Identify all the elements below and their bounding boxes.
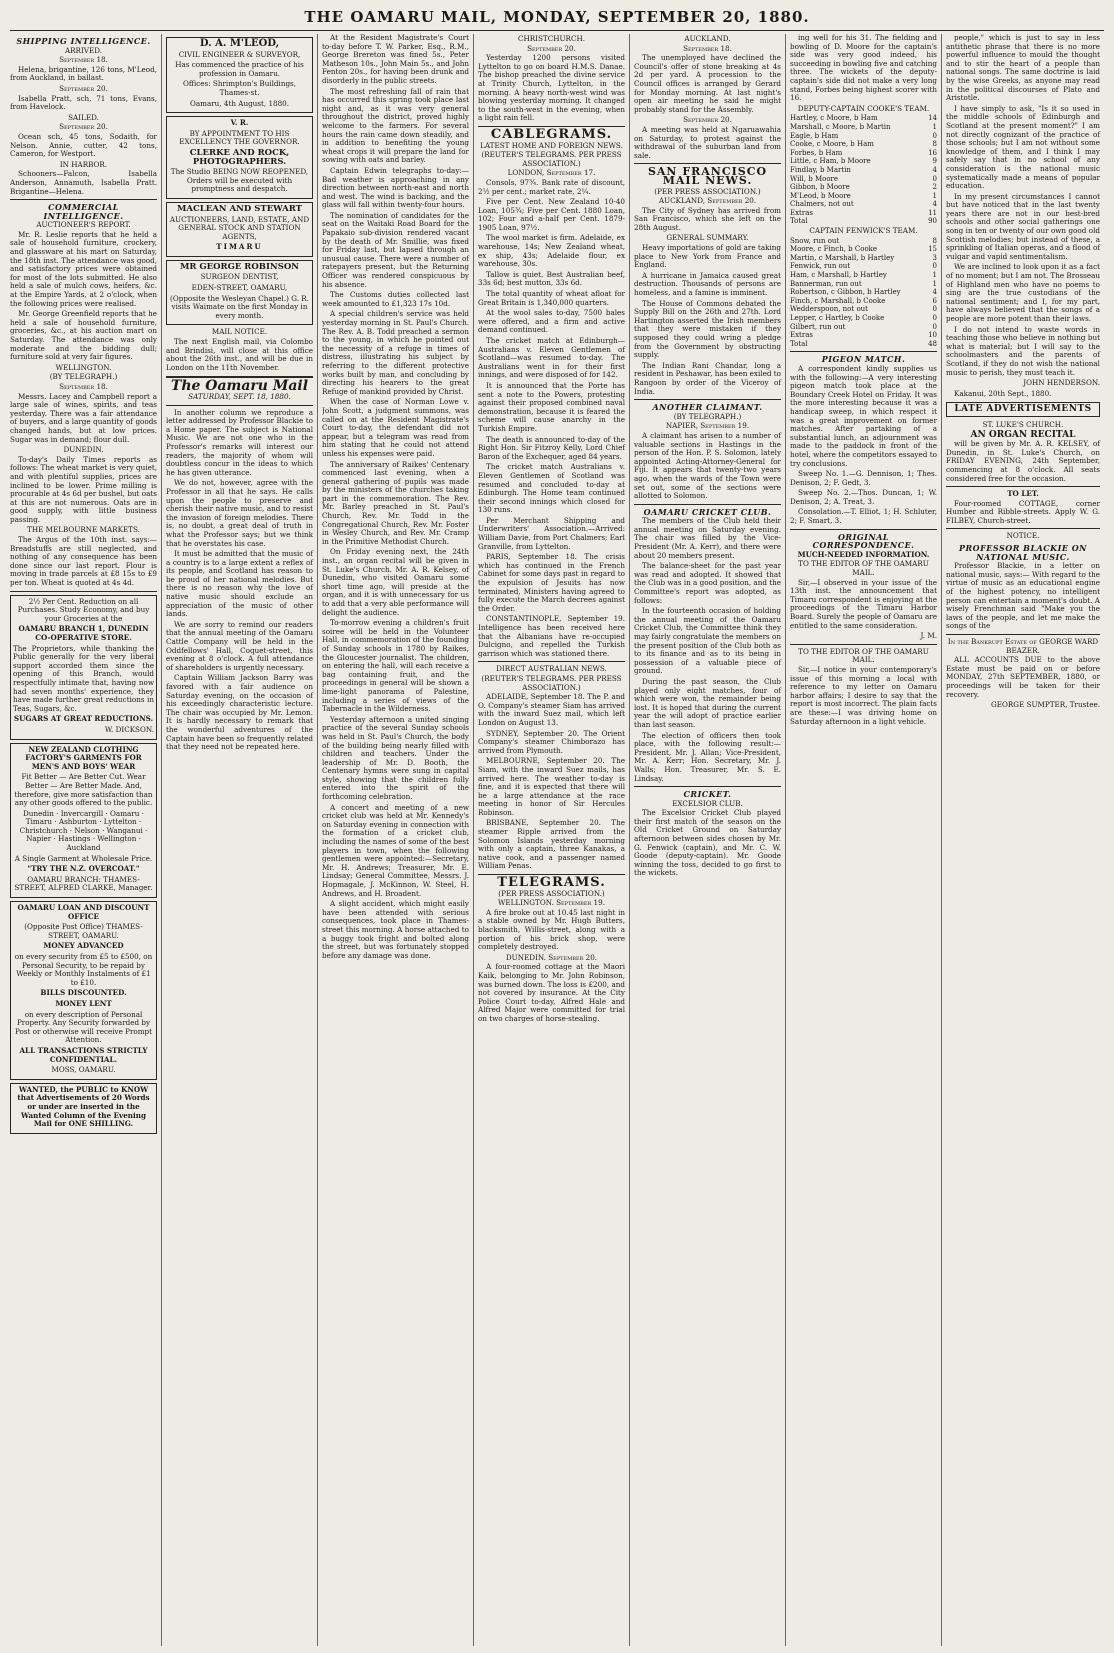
- late-ads-banner: LATE ADVERTISEMENTS: [946, 402, 1100, 417]
- runs-cell: 8: [932, 236, 937, 245]
- batsman-cell: M'Leod, b Moore: [790, 191, 851, 200]
- paragraph: Sir,—I observed in your issue of the 13th inst. the announcement that Timaru correspondent is enjoying at the proceedings of the Timaru Harbor Board. Surely the people of Oamaru are entitled to the same consideration.: [790, 577, 937, 630]
- paragraph: When the case of Norman Lowe v. John Scott, a judgment summons, was called on at the Resident Magistrate's Court to-day, the defendant did not appear, but a telegram was read from him stating that he could not attend unless his expenses were paid.: [322, 397, 469, 458]
- ad-text: ALL TRANSACTIONS STRICTLY CONFIDENTIAL.: [19, 1045, 148, 1064]
- table-row: [790, 262, 937, 271]
- divider: [634, 163, 781, 164]
- batsman-cell: Lepper, c Hartley, b Cooke: [790, 314, 885, 322]
- dateline: September 18.: [59, 381, 108, 391]
- divider: [10, 199, 157, 200]
- paragraph: In the fourteenth occasion of holding the annual meeting of the Oamaru Cricket Club, the Committee think they may fairly congratulate the members on the present position of the Club both as to its finance and as to its being in possession of a valuable piece of ground.: [634, 606, 781, 676]
- runs-cell: 10: [928, 331, 937, 340]
- paragraph: PARIS, September 18. The crisis which has continued in the French Cabinet for some days past in regard to the expulsion of Jesuits has now terminated, Ministers having agreed to fully execute the March decrees against the Order.: [478, 552, 625, 613]
- telegrams-title: TELEGRAMS.: [497, 875, 606, 891]
- subheading: IN HARBOR.: [59, 159, 108, 169]
- paragraph: Messrs. Lacey and Campbell report a large sale of wines, spirits, and teas yesterday. There was a fair attendance of buyers, and a large quantity of goods changed hands, but at low prices. Sugar was in demand; flour dull.: [10, 391, 157, 444]
- paragraph: It must be admitted that the music of a country is to a large extent a reflex of its people, and Scotland has reason to be proud of her national melodies. But there is no reason why the love of native music should exclude an appreciation of the music of other lands.: [166, 549, 313, 619]
- score-table-fenwick: [790, 237, 937, 349]
- batsman-cell: Snow, run out: [790, 236, 840, 245]
- dateline: September 20.: [59, 83, 108, 93]
- card-text: (Opposite the Wesleyan Chapel.) G. R. visits Waimate on the first Monday in every month.: [170, 293, 309, 320]
- ad-text: 2½ Per Cent. Reduction on all Purchases. Study Economy, and buy your Groceries at the: [17, 596, 150, 623]
- runs-cell: 9: [932, 157, 937, 166]
- signature: GEORGE SUMPTER, Trustee.: [991, 700, 1100, 710]
- paragraph: Helena, brigantine, 126 tons, M'Leod, from Auckland, in ballast.: [10, 64, 157, 83]
- card-text: BY APPOINTMENT TO HIS EXCELLENCY THE GOVERNOR.: [179, 128, 300, 147]
- card-text: The Studio BEING NOW REOPENED, Orders will be executed with promptness and despatch.: [170, 167, 309, 194]
- subheading: EXCELSIOR CLUB.: [672, 798, 743, 808]
- table-row: [790, 157, 937, 166]
- runs-cell: 4: [932, 200, 937, 209]
- paragraph: On Friday evening next, the 24th inst., an organ recital will be given in St. Luke's Church. Mr. A. R. Kelsey, of Dunedin, who visited Oamaru some short time ago, will preside at the organ, and it is with unnecessary for us to add that a very able performance will delight the audience.: [322, 547, 469, 617]
- paragraph: The unemployed have declined the Council's offer of stone breaking at 4s 2d per yard. A procession to the Council offices is arranged by Gerard for Monday morning. At last night's open air meeting he said he might probably stand for the Assembly.: [634, 53, 781, 114]
- dateline: September 20.: [59, 122, 108, 132]
- paragraph: Five per Cent. New Zealand 10-40 Loan, 105¾; Five per Cent. 1880 Loan, 102; Four and a-half per Cent. 1879-1905 Loan, 97½.: [478, 197, 625, 232]
- ad-text: MONEY LENT: [55, 998, 112, 1008]
- sf-mail-title: SAN FRANCISCO MAIL NEWS.: [647, 165, 768, 187]
- paragraph: I do not intend to waste words in teaching those who believe in nothing but what is material; but I will say to the schoolmasters and the parents of Scotland, if they do not wish the national music to perish, they must teach it.: [946, 324, 1100, 377]
- subheading: AUCTIONEER'S REPORT.: [36, 220, 131, 230]
- table-row: [790, 200, 937, 209]
- table-row: [790, 323, 937, 332]
- subheading: NOTICE.: [1006, 531, 1040, 541]
- table-row: [790, 183, 937, 192]
- advertisement-cooperative-store: [10, 595, 157, 740]
- batsman-cell: Fenwick, run out: [790, 262, 851, 271]
- card-text: Oamaru, 4th August, 1880.: [189, 98, 290, 108]
- card-name: CLERKE AND ROCK, PHOTOGRAPHERS.: [189, 147, 290, 167]
- subheading: GENERAL SUMMARY.: [666, 233, 749, 243]
- subheading: SAILED.: [68, 112, 99, 122]
- paragraph: CONSTANTINOPLE, September 19. Intelligence has been received here that the Albanians have re-occupied Dulcigno, and repelled the Turkish garrison which was stationed there.: [478, 614, 625, 658]
- divider: [634, 786, 781, 787]
- subheading: DIRECT AUSTRALIAN NEWS.: [496, 664, 607, 674]
- paragraph: Ocean sch, 45 tons, Sodaith, for Nelson. Annie, cutter, 42 tons, Cameron, for Westport.: [10, 131, 157, 159]
- paragraph: The Argus of the 10th inst. says:—Breadstuffs are still neglected, and nothing of any consequence has been done since our last report. Flour is moving in trade parcels at £8 15s to £9 per ton. Wheat is quoted at 4s 4d.: [10, 535, 157, 588]
- runs-cell: 1: [932, 122, 937, 131]
- table-row: [790, 237, 937, 246]
- paragraph: Professor Blackie, in a letter on national music, says:— With regard to the virtue of music as an educational engine of the highest potency, no intelligent person can entertain a moment's doubt. A wisely Frenchman said "Make you the laws of the people, and let me make the songs of the: [946, 561, 1100, 631]
- table-row: [790, 288, 937, 297]
- paragraph: In my present circumstances I cannot but have noticed that in the last twenty years there are not in our best-bred schools and other social gatherings one song in ten or twenty of our own good old Scottish melodies; but instead of these, a sprinkling of Italian operas, and a flood of vulgar and vapid sentimentalism.: [946, 191, 1100, 261]
- subheading: MUCH-NEEDED INFORMATION.: [797, 549, 930, 559]
- ad-text: WANTED, the PUBLIC to KNOW that Advertisements of 20 Words or under are inserted in the Wanted Column of the Evening Mail for ONE SHILLING.: [17, 1084, 150, 1129]
- divider: [946, 486, 1100, 487]
- ad-title: OAMARU LOAN AND DISCOUNT OFFICE: [17, 903, 150, 921]
- card-name: MACLEAN AND STEWART: [176, 203, 303, 214]
- ad-text: SUGARS AT GREAT REDUCTIONS.: [13, 714, 154, 724]
- dateline: NAPIER, September 19.: [665, 421, 750, 431]
- ad-text: A Single Garment at Wholesale Price.: [14, 853, 153, 863]
- paragraph: We do not, however, agree with the Professor in all that he says. He calls upon the people to preserve and cherish their native music, and to resist the invasion of foreign melodies. There is, no doubt, a great deal of truth in what the Professor says; but we think that he overstates his case.: [166, 478, 313, 548]
- table-row: [790, 280, 937, 289]
- paragraph: It is announced that the Porte has sent a note to the Powers, protesting against their proposed combined naval demonstration, because it is feared the scheme will cause anarchy in the Turkish Empire.: [478, 380, 625, 433]
- advertisement-loan-office: [10, 901, 157, 1080]
- paragraph: Consolation.—T. Elliot, 1; H. Schluter, 2; F. Smart, 3.: [790, 507, 937, 526]
- paragraph: The cricket match Australians v. Eleven Gentlemen of Scotland was resumed and concluded to-day at Edinburgh. The Home team continued their second innings which closed for 130 runs.: [478, 462, 625, 515]
- paragraph: ALL ACCOUNTS DUE to the above Estate must be paid on or before MONDAY, 27th SEPTEMBER, 1880, or proceedings will be taken for their recovery.: [946, 655, 1100, 699]
- runs-cell: 8: [932, 140, 937, 149]
- card-mleod: [166, 37, 313, 113]
- runs-cell: 11: [928, 208, 937, 217]
- paragraph: Yesterday 1200 persons visited Lyttelton to go on board H.M.S. Danae. The bishop preached the divine service at Trinity Church, Lyttelton, in the morning. A heavy north-west wind was blowing yesterday morning. It changed to the south-west in the evening, when a light rain fell.: [478, 53, 625, 123]
- divider: [790, 529, 937, 530]
- paragraph: A slight accident, which might easily have been attended with serious consequences, took place in Thames-street this morning. A horse attached to a buggy took fright and bolted along the street, but was fortunately stopped before any damage was done.: [322, 899, 469, 960]
- paragraph: We are inclined to look upon it as a fact of no moment; but I am not. The Brosseau of Highland men who have no poems to sing are the true custodians of the national sentiment; and I, for my part, have always believed that the songs of a people are more potent than their laws.: [946, 262, 1100, 323]
- paragraph: Four-roomed COTTAGE, corner Humber and Ribble-streets. Apply W. G. FILBEY, Church-street.: [946, 498, 1100, 525]
- paragraph: The Customs duties collected last week amounted to £1,323 17s 10d.: [322, 290, 469, 308]
- table-row: [790, 132, 937, 141]
- paragraph: Consols, 97¾. Bank rate of discount, 2½ per cent.; market rate, 2¼.: [478, 177, 625, 196]
- paragraph: The death is announced to-day of the Right Hon. Sir Fitzroy Kelly, Lord Chief Baron of the Exchequer, aged 84 years.: [478, 434, 625, 461]
- paragraph: Mr. R. Leslie reports that he held a sale of household furniture, crockery, and glassware at his mart on Saturday, the 18th inst. The attendance was good, and satisfactory prices were obtained for most of the lots submitted. He also held a sale of mulch cows, heifers, &c. at the Empire Yards, at 2 o'clock, when the following prices were realised.: [10, 229, 157, 308]
- subheading: CHRISTCHURCH.: [517, 34, 586, 43]
- paragraph: A fire broke out at 10.45 last night in a stable owned by Mr. Hugh Butters, blacksmith, Willis-street, along with a portion of his brick shop, were completely destroyed.: [478, 907, 625, 952]
- runs-cell: 15: [928, 245, 937, 254]
- paragraph: I have simply to ask, "Is it so used in the middle schools of Edinburgh and Scotland at the present moment?" I am not directly cognizant of the practice of those schools; but I am not without some knowledge of them, and I think I may safely say that in no school of any consideration is the national music systematically made a means of popular education.: [946, 103, 1100, 191]
- paper-date: SATURDAY, SEPT. 18, 1880.: [188, 392, 291, 401]
- paragraph: The members of the Club held their annual meeting on Saturday evening. The chair was filled by the Vice-President (Mr. A. Kerr), and there were about 20 members present.: [634, 516, 781, 560]
- subheading: (REUTER'S TELEGRAMS. PER PRESS ASSOCIATION.): [481, 673, 622, 692]
- paragraph: At the wool sales to-day, 7500 bales were offered, and a firm and active demand continued.: [478, 308, 625, 335]
- paragraph: The election of officers then took place, with the following result:—President, Mr. J. Allan; Vice-President, Mr. A. Kerr; Hon. Secretary, Mr. J. Walls; Hon. Treasurer, Mr. S. E. Lindsay.: [634, 730, 781, 783]
- batsman-cell: Total: [790, 217, 808, 226]
- ad-signature: MOSS, OAMARU.: [51, 1065, 116, 1075]
- table-row: [790, 254, 937, 263]
- batsman-cell: Martin, c Marshall, b Hartley: [790, 253, 895, 262]
- runs-cell: 16: [928, 148, 937, 157]
- table-row: [790, 209, 937, 218]
- subheading: AUCKLAND.: [684, 34, 731, 43]
- runs-cell: 3: [932, 253, 937, 262]
- runs-cell: 14: [928, 114, 937, 123]
- paragraph: The wool market is firm. Adelaide, ex warehouse, 14s; New Zealand wheat, ex ship, 43s; Adelaide flour, ex warehouse, 30s.: [478, 233, 625, 269]
- runs-cell: 0: [932, 262, 937, 271]
- column-1: [10, 34, 162, 1646]
- runs-cell: 4: [932, 165, 937, 174]
- card-dentist: [166, 260, 313, 326]
- paragraph: A special children's service was held yesterday morning in St. Paul's Church. The Rev. A. B. Todd preached a sermon to the young, in which he pointed out the necessity of a refuge in times of distress, illustrating his subject by referring to the different protective works built by man, and concluding by directing his hearers to the great Refuge of mankind provided by Christ.: [322, 309, 469, 396]
- ad-signature: W. DICKSON.: [104, 724, 154, 734]
- paragraph: Heavy importations of gold are taking place to New York from France and England.: [634, 243, 781, 270]
- divider: [946, 634, 1100, 635]
- card-text: EDEN-STREET, OAMARU,: [191, 283, 288, 293]
- dateline: DUNEDIN. September 20.: [505, 952, 598, 962]
- ad-text: BILLS DISCOUNTED.: [40, 988, 127, 998]
- section-heading: ANOTHER CLAIMANT.: [652, 402, 763, 413]
- paragraph: At the Resident Magistrate's Court to-day before T. W. Parker, Esq., R.M., George Brereton was fined 5s., Peter Matheson 10s., John Main 5s., and John Fenton 20s., for having been drunk and disorderly in the public streets.: [322, 34, 469, 85]
- paragraph: The anniversary of Raikes' Centenary commenced last evening, when a general gathering of pupils was made by the ministers of the churches taking part in the commemoration. The Rev. Mr. Barley preached in St. Paul's Church, Rev. Mr. Todd in the Congregational Church, Rev. Mr. Foster in Wesley Church, and Rev. Mr. Cramp in the Primitive Methodist Church.: [322, 459, 469, 546]
- paragraph: Sweep No. 1.—G. Dennison, 1; Thes. Denison, 2; F. Gedt, 3.: [790, 469, 937, 487]
- signature-date: Kakanui, 20th Sept., 1880.: [954, 388, 1052, 398]
- subheading: DUNEDIN.: [63, 445, 104, 455]
- paragraph: A concert and meeting of a new cricket club was held at Mr. Kennedy's on Saturday evening in connection with the formation of a cricket club, including the names of some of the best players in town, when the following gentlemen were appointed:—Secretary, Mr. H. Andrews; Treasurer, Mr. E. Lindsay; General Committee, Messrs. J. Hopmagale, J. McKinnon, W. Steel, H. Andrews, and H. Broadent.: [322, 802, 469, 898]
- runs-cell: 0: [932, 322, 937, 331]
- paragraph: To-morrow evening a children's fruit soiree will be held in the Volunteer Hall, in commemoration of the founding of Sunday schools in 1780 by Raikes, the Gloucester journalist. The children, on entering the hall, will each receive a bag containing fruit, and the proceedings in general will be shown a lime-light panorama of Palestine, including a series of views of the Tabernacle in the Wilderness.: [322, 618, 469, 714]
- table-row: [790, 331, 937, 340]
- subheading: (BY TELEGRAPH.): [673, 411, 742, 421]
- paragraph: The total quantity of wheat afloat for Great Britain is 1,340,000 quarters.: [478, 289, 625, 307]
- signature: J. M.: [920, 631, 937, 641]
- dateline: September 20.: [527, 43, 576, 53]
- runs-cell: 0: [932, 305, 937, 314]
- divider: [634, 399, 781, 400]
- paragraph: Yesterday afternoon a united singing practice of the several Sunday schools was held in St. Paul's Church, the body of the building being nearly filled with children and teachers. Under the leadership of Mr. D. Booth, the Centenary hymns were sung in capital style, showing that the children fully entered into the spirit of the forthcoming celebration.: [322, 714, 469, 802]
- dateline: LONDON, September 17.: [507, 168, 596, 178]
- batsman-cell: Forbes, b Ham: [790, 148, 843, 157]
- batsman-cell: Gilbert, run out: [790, 322, 846, 331]
- paragraph: The City of Sydney has arrived from San Francisco, which she left on the 28th August.: [634, 205, 781, 232]
- table-row: [790, 166, 937, 175]
- paragraph: The balance-sheet for the past year was read and adopted. It showed that the Club was in a good position, and the Committee's report was adopted, as follows:: [634, 561, 781, 605]
- section-heading: PIGEON MATCH.: [821, 354, 906, 365]
- batsman-cell: Moore, c Finch, b Cooke: [790, 245, 878, 254]
- paragraph: will be given by Mr. A. R. KELSEY, of Dunedin, in St. Luke's Church, on FRIDAY EVENING, 24th September, commencing at 8 o'clock. All seats considered free for the occasion.: [946, 439, 1100, 483]
- paragraph: During the past season, the Club played only eight matches, four of which were won, the remainder being lost. It is hoped that during the current year the will adopt of practice earlier than last season.: [634, 676, 781, 729]
- subheading: MAIL NOTICE.: [211, 327, 268, 337]
- ad-text: on every security from £5 to £500, on Personal Security, to be repaid by Weekly or Monthly Instalments of £1 to £10.: [14, 952, 153, 987]
- batsman-cell: Eagle, b Ham: [790, 131, 839, 140]
- paragraph: SYDNEY, September 20. The Orient Company's steamer Chimborazo has arrived from Plymouth.: [478, 728, 625, 755]
- table-row: [790, 149, 937, 158]
- batsman-cell: Chalmers, not out: [790, 200, 854, 209]
- ad-title: NEW ZEALAND CLOTHING FACTORY'S GARMENTS FOR MEN'S AND BOYS' WEAR: [25, 744, 142, 771]
- table-row: [790, 192, 937, 201]
- paragraph: The House of Commons debated the Supply Bill on the 26th and 27th. Lord Hartington asserted the Irish members that they were mistaken if they supposed they could wring a pledge from the Government by obstructing supply.: [634, 298, 781, 360]
- batsman-cell: Ham, c Marshall, b Hartley: [790, 271, 887, 280]
- runs-cell: 4: [932, 288, 937, 297]
- dateline: September 18.: [683, 43, 732, 53]
- column-5: [634, 34, 786, 1646]
- table-row: [790, 305, 937, 314]
- runs-cell: 1: [932, 271, 937, 280]
- table-total-row: [790, 340, 937, 349]
- batsman-cell: Will, b Moore: [790, 174, 839, 183]
- subheading: (BY TELEGRAPH.): [49, 372, 118, 382]
- batsman-cell: Extras: [790, 331, 813, 340]
- column-3: [322, 34, 474, 1646]
- table-row: [790, 245, 937, 254]
- advertisement-wanted: [10, 1083, 157, 1134]
- paragraph: To-day's Daily Times reports as follows: The wheat market is very quiet, and with plentiful supplies, prices are inclined to be lower. Prime milling is procurable at 4s 6d per bushel, but oats at this are not numerous. Oats are in good supply, with little business passing.: [10, 454, 157, 524]
- column-2: [166, 34, 318, 1646]
- paragraph: Captain William Jackson Barry was favored with a fair audience on Saturday evening, on the occasion of his exceedingly characteristic lecture. The chair was occupied by Mr. Lemon. It is hardly necessary to remark that the wonderful adventures of the Captain have been so frequently related that they need not be repeated here.: [166, 673, 313, 752]
- paragraph: ADELAIDE, September 18. The P. and O. Company's steamer Siam has arrived with the inward Suez mail, which left London on August 13.: [478, 692, 625, 727]
- score-table-cooke: [790, 114, 937, 226]
- masthead: [10, 6, 1104, 31]
- card-photographers: [166, 116, 313, 199]
- runs-cell: 1: [932, 191, 937, 200]
- subheading: (REUTER'S TELEGRAMS. PER PRESS ASSOCIATION.): [481, 150, 622, 168]
- card-text: Has commenced the practice of his profession in Oamaru.: [175, 60, 304, 78]
- section-heading: ORIGINAL CORRESPONDENCE.: [812, 531, 915, 551]
- paragraph: We are sorry to remind our readers that the annual meeting of the Oamaru Cattle Company will be held in the Oddfellows' Hall, Coquet-street, this evening at 8 o'clock. A full attendance of shareholders is urgently necessary.: [166, 619, 313, 672]
- ad-title: TO LET.: [1007, 489, 1039, 499]
- column-6: [790, 34, 942, 1646]
- runs-cell: 90: [928, 217, 937, 226]
- batsman-cell: Finch, c Marshall, b Cooke: [790, 296, 886, 305]
- card-auctioneers: [166, 202, 313, 257]
- ad-text: (Opposite Post Office) THAMES-STREET, OAMARU.: [24, 922, 143, 940]
- subheading: THE MELBOURNE MARKETS.: [27, 525, 140, 535]
- batsman-cell: Extras: [790, 208, 813, 217]
- subheading: WELLINGTON.: [55, 362, 112, 372]
- divider: [634, 504, 781, 505]
- paragraph: Captain Edwin telegraphs to-day:—Bad weather is approaching in any direction between north-east and north and west. The wind is backing, and the glass will fall within twenty-four hours.: [322, 165, 469, 210]
- divider: [946, 528, 1100, 529]
- ad-text: MONEY ADVANCED: [43, 941, 124, 951]
- paragraph: A correspondent kindly supplies us with the following:—A very interesting pigeon match took place at the Boundary Creek Hotel on Friday. It was the more interesting because it was a handicap sweep, in which respect it was a great improvement on former matches. After partaking of a substantial lunch, an adjournment was made to the paddock in front of the hotel, where the competitors essayed to try conclusions.: [790, 363, 937, 468]
- paragraph: The Indian Rani Chandar, long a resident in Peshawar, has been exiled to Rangoon by order of the Viceroy of India.: [634, 360, 781, 396]
- batsman-cell: Findlay, b Martin: [790, 165, 851, 174]
- dateline: September 18.: [59, 55, 108, 65]
- paragraph: MELBOURNE, September 20. The Siam, with the inward Suez mails, has arrived here. The weather to-day is fine, and it is expected that there will be a large attendance at the race meeting in honor of Sir Hercules Robinson.: [478, 756, 625, 817]
- batsman-cell: Hartley, c Moore, b Ham: [790, 114, 878, 123]
- section-heading: SHIPPING INTELLIGENCE.: [16, 36, 151, 46]
- ad-text: Fit Better — Are Better Cut. Wear Better — Are Better Made. And, therefore, give more satisfaction than any other goods offered to the public.: [14, 772, 153, 808]
- runs-cell: 1: [932, 279, 937, 288]
- paragraph: Isabella Pratt, sch, 71 tons, Evans, from Havelock.: [10, 93, 157, 112]
- subheading: CAPTAIN FENWICK'S TEAM.: [809, 226, 918, 236]
- masthead-title: THE OAMARU MAIL, MONDAY, SEPTEMBER 20, 1880.: [304, 8, 810, 26]
- column-4: [478, 34, 630, 1646]
- paragraph: BRISBANE, September 20. The steamer Ripple arrived from the Solomon Islands yesterday morning with only a captain, three Kanakas, a native cook, and a passenger named William Penas.: [478, 818, 625, 871]
- section-heading: CRICKET.: [683, 789, 732, 800]
- table-row: [790, 114, 937, 123]
- table-row: [790, 314, 937, 323]
- batsman-cell: Wedderspoon, not out: [790, 305, 868, 314]
- paragraph: Sweep No. 2.—Thos. Duncan, 1; W. Denison, 2; A. Treat, 3.: [790, 488, 937, 506]
- paragraph: Sir,—I notice in your contemporary's issue of this morning a local with reference to my letter on Oamaru harbor affairs; I desire to say that the report is most incorrect. The plain facts are these:—I was driving home on Saturday afternoon in a light vehicle.: [790, 664, 937, 726]
- card-text: SURGEON DENTIST,: [200, 272, 279, 282]
- dateline: WELLINGTON. September 19.: [498, 898, 605, 908]
- ad-text: on every description of Personal Property. Any Security forwarded by Post or otherwise will receive Prompt Attention.: [14, 1009, 153, 1045]
- paragraph: In another column we reproduce a letter addressed by Professor Blackie to a Home paper. The subject is National Music. We are not one who in the Professor's remarks will interest our readers, the majority of whom will doubtless concur in the ideas to which he has given utterance.: [166, 407, 313, 477]
- card-name: D. A. M'LEOD,: [199, 38, 280, 49]
- card-text: AUCTIONEERS, LAND, ESTATE, AND GENERAL STOCK AND STATION AGENTS,: [169, 214, 310, 241]
- batsman-cell: Total: [790, 339, 808, 348]
- card-text: TIMARU: [216, 242, 263, 252]
- ad-text: OAMARU BRANCH: THAMES-STREET, ALFRED CLARKE, Manager.: [14, 874, 153, 893]
- paragraph: The Excelsior Cricket Club played their first match of the season on the Old Cricket Ground on Saturday afternoon between sides chosen by Mr. G. Fenwick (captain), and Mr. C. W. Goode (deputy-captain). Mr. Goode winning the toss, decided to go first to the wickets.: [634, 808, 781, 878]
- paragraph: ing well for his 31. The fielding and bowling of D. Moore for the captain's side was very good indeed, his succeeding in bowling five and catching three. The wickets of the deputy-captain's side did not make a very long stand, Forbes being highest scorer with 16.: [790, 34, 937, 103]
- ad-text: "TRY THE N.Z. OVERCOAT.": [27, 864, 140, 874]
- paragraph: The next English mail, via Colombo and Brindisi, will close at this office about the 26th inst., and will be due in London on the 11th November.: [166, 337, 313, 372]
- paragraph: The most refreshing fall of rain that has occurred this spring took place last night and, as it was very general throughout the district, proved highly welcome to the farmers. For several hours the rain came down steadily, and in addition to benefiting the young wheat crops it will prepare the land for sowing with oats and barley.: [322, 86, 469, 165]
- runs-cell: 2: [932, 183, 937, 192]
- batsman-cell: Gibbon, b Moore: [790, 183, 850, 192]
- paragraph: A four-roomed cottage at the Maori Kaik, belonging to Mr. John Robinson, was burned down. The loss is £200, and not covered by insurance. At the City Police Court to-day, Alfred Hale and Alfred Major were committed for trial on two charges of horse-stealing.: [478, 962, 625, 1023]
- column-7: [946, 34, 1104, 1646]
- card-text: Offices: Shrimpton's Buildings, Thames-st.: [182, 79, 297, 97]
- runs-cell: 0: [932, 131, 937, 140]
- paragraph: Tallow is quiet. Best Australian beef, 33s 6d; best mutton, 33s 6d.: [478, 269, 625, 288]
- section-heading: PROFESSOR BLACKIE ON NATIONAL MUSIC.: [958, 543, 1087, 562]
- runs-cell: 48: [928, 339, 937, 348]
- subheading: In the Bankrupt Estate of GEORGE WARD BEAZER.: [947, 637, 1099, 655]
- runs-cell: 0: [932, 314, 937, 322]
- paragraph: A claimant has arisen to a number of valuable sections in Hastings in the person of the Hon. P. S. Solomon, lately appointed Acting-Attorney-General for Fiji. It appears that twenty-two years ago, when the wards of the Town were set out, some of the sections were allotted to Solomon.: [634, 430, 781, 501]
- ad-text: Dunedin · Invercargill · Oamaru · Timaru · Ashburton · Lyttelton · Christchurch · Nelson · Wanganui · Napier · Hastings · Wellington · Auckland: [19, 808, 148, 853]
- runs-cell: 0: [932, 174, 937, 183]
- table-row: [790, 271, 937, 280]
- card-name: MR GEORGE ROBINSON: [179, 261, 300, 272]
- subheading: ST. LUKE'S CHURCH.: [982, 419, 1064, 429]
- paragraph: people," which is just to say in less antithetic phrase that there is no more powerful influence to mould the thought and to stir the heart of a people than national songs. The same doctrine is laid by the wise Greeks, as anyone may read in the political discourses of Plato and Aristotle.: [946, 34, 1100, 103]
- subheading: (PER PRESS ASSOCIATION.): [654, 186, 761, 196]
- ad-title: AN ORGAN RECITAL: [970, 429, 1076, 440]
- batsman-cell: Little, c Ham, b Moore: [790, 157, 871, 166]
- batsman-cell: Robertson, c Gibbon, b Hartley: [790, 288, 901, 297]
- paper-title: The Oamaru Mail: [170, 378, 309, 395]
- paragraph: The cricket match at Edinburgh—Australians v. Eleven Gentlemen of Scotland—was resumed to-day. The Australians went in for their first innings, and were disposed of for 142.: [478, 336, 625, 380]
- paragraph: A hurricane in Jamaica caused great destruction. Thousands of persons are homeless, and a famine is imminent.: [634, 270, 781, 298]
- table-total-row: [790, 217, 937, 226]
- divider: [790, 644, 937, 645]
- signature: JOHN HENDERSON.: [1023, 378, 1100, 388]
- ad-text: The Proprietors, while thanking the Public generally for the very liberal support accorded them since the opening of this Branch, would respectfully intimate that, having now had seven months' experience, they have made further great reductions in Teas, Sugars, &c.: [13, 643, 154, 713]
- subheading: DEPUTY-CAPTAIN COOKE'S TEAM.: [797, 103, 930, 113]
- card-title: CIVIL ENGINEER & SURVEYOR,: [178, 49, 301, 59]
- table-row: [790, 175, 937, 184]
- batsman-cell: Marshall, c Moore, b Martin: [790, 122, 891, 131]
- cablegrams-title: CABLEGRAMS.: [490, 126, 613, 142]
- subheading: TO THE EDITOR OF THE OAMARU MAIL.: [798, 559, 929, 578]
- batsman-cell: Bannerman, run out: [790, 279, 862, 288]
- divider: [10, 591, 157, 592]
- subheading: LATEST HOME AND FOREIGN NEWS.: [480, 140, 623, 150]
- divider: [790, 351, 937, 352]
- paragraph: Schooners—Falcon, Isabella Anderson, Annamuth, Isabella Pratt. Brigantine—Helena.: [10, 169, 157, 196]
- card-text: V. R.: [230, 118, 249, 128]
- ad-title: OAMARU BRANCH 1, DUNEDIN CO-OPERATIVE STORE.: [18, 624, 149, 642]
- dateline: September 20.: [683, 115, 732, 125]
- batsman-cell: Cooke, c Moore, b Ham: [790, 140, 874, 149]
- paragraph: A meeting was held at Ngaruawahia on Saturday, to protest against the withdrawal of the suburban land from sale.: [634, 124, 781, 160]
- section-heading: OAMARU CRICKET CLUB.: [643, 506, 772, 517]
- table-row: [790, 123, 937, 132]
- section-heading: COMMERCIAL INTELLIGENCE.: [43, 202, 124, 221]
- table-row: [790, 140, 937, 149]
- advertisement-clothing-factory: [10, 743, 157, 899]
- runs-cell: 6: [932, 296, 937, 305]
- divider: [166, 405, 313, 406]
- subheading: (PER PRESS ASSOCIATION.): [498, 888, 605, 898]
- table-row: [790, 297, 937, 306]
- dateline: AUCKLAND, September 20.: [658, 196, 757, 206]
- paragraph: Per Merchant Shipping and Underwriters' Association.—Arrived: William Davie, from Port Chalmers; Earl Granville, from Lyttelton.: [478, 515, 625, 551]
- subheading: TO THE EDITOR OF THE OAMARU MAIL.: [798, 646, 929, 665]
- paragraph: The nomination of candidates for the seat on the Waitaki Road Board for the Papakaio sub-division rendered vacant by the death of Mr. Smillie, was fixed for Friday last, but lapsed through an unusual cause. There were a number of ratepayers present, but the Returning Officer was rendered conspicuous by his absence.: [322, 210, 469, 289]
- subheading: ARRIVED.: [64, 45, 103, 55]
- divider: [478, 661, 625, 662]
- paragraph: Mr. George Greenfield reports that he held a sale of household furniture, groceries, &c., at his auction mart on Saturday. The attendance was only moderate and the bidding dull; furniture sold at very fair figures.: [10, 309, 157, 362]
